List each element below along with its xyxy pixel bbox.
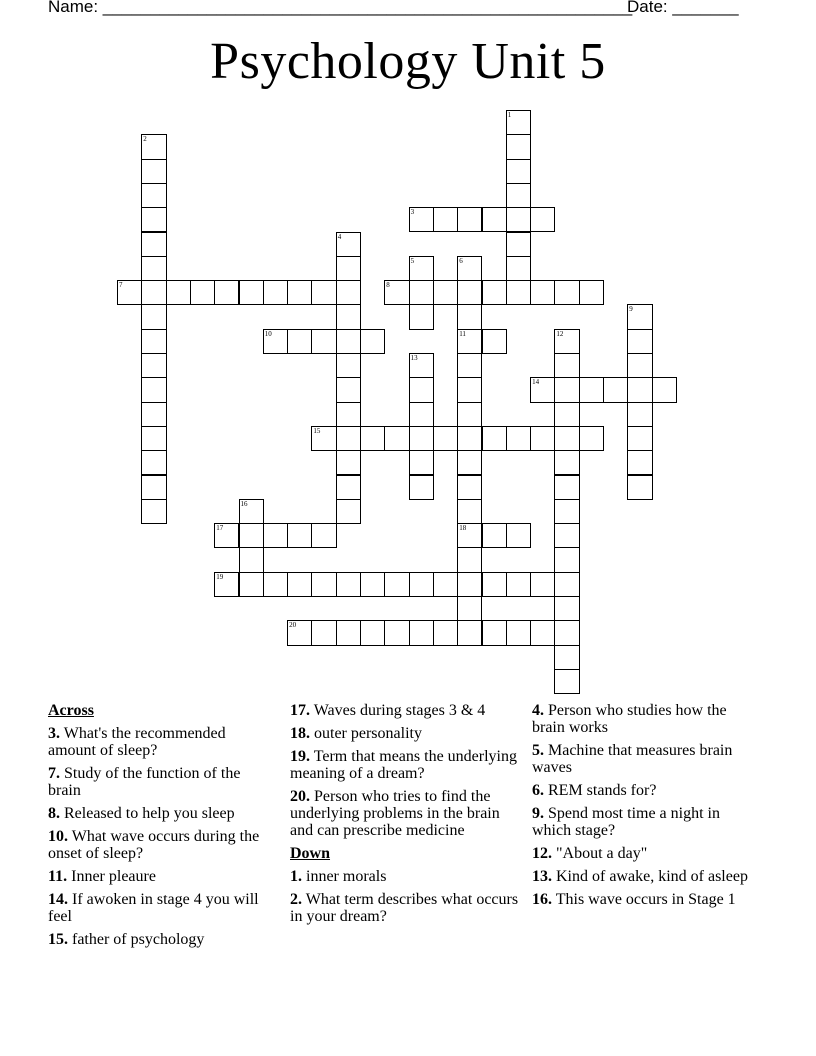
grid-cell[interactable]: [457, 596, 482, 621]
grid-cell[interactable]: [141, 499, 166, 524]
grid-cell[interactable]: [506, 426, 531, 451]
grid-cell[interactable]: [554, 353, 579, 378]
grid-cell[interactable]: [141, 304, 166, 329]
clue-number: 2: [143, 135, 147, 144]
grid-cell[interactable]: [409, 353, 434, 378]
grid-cell[interactable]: [652, 377, 677, 402]
clue-down-16: 16. This wave occurs in Stage 1: [532, 891, 736, 908]
clue-across-8: 8. Released to help you sleep: [48, 805, 235, 822]
grid-cell[interactable]: [482, 523, 507, 548]
grid-cell[interactable]: [554, 669, 579, 694]
grid-cell[interactable]: [141, 256, 166, 281]
grid-cell[interactable]: [141, 207, 166, 232]
grid-cell[interactable]: [530, 572, 555, 597]
clue-number: 19: [216, 572, 224, 581]
grid-cell[interactable]: [336, 304, 361, 329]
clue-number: 10: [264, 329, 272, 338]
clue-across-15: 15. father of psychology: [48, 931, 205, 948]
clue-number: 15: [313, 426, 321, 435]
grid-cell[interactable]: [457, 304, 482, 329]
grid-cell[interactable]: [457, 377, 482, 402]
grid-cell[interactable]: [627, 329, 652, 354]
clues-column-2: [290, 702, 525, 931]
clue-across-19: 19. Term that means the underlying meaning of a dream?: [290, 748, 517, 782]
grid-cell[interactable]: [457, 499, 482, 524]
grid-cell[interactable]: [482, 329, 507, 354]
grid-cell[interactable]: [141, 402, 166, 427]
grid-cell[interactable]: [554, 280, 579, 305]
grid-cell[interactable]: [530, 620, 555, 645]
grid-cell[interactable]: [603, 377, 628, 402]
grid-cell[interactable]: [627, 450, 652, 475]
grid-cell[interactable]: [530, 280, 555, 305]
grid-cell[interactable]: [141, 353, 166, 378]
grid-cell[interactable]: [506, 572, 531, 597]
grid-cell[interactable]: [409, 572, 434, 597]
grid-cell[interactable]: [214, 572, 239, 597]
grid-cell[interactable]: [360, 620, 385, 645]
grid-cell[interactable]: [239, 547, 264, 572]
clue-number: 11: [459, 329, 466, 338]
grid-cell[interactable]: [141, 280, 166, 305]
grid-cell[interactable]: [384, 280, 409, 305]
clue-down-1: 1. inner morals: [290, 868, 387, 885]
grid-cell[interactable]: [554, 377, 579, 402]
grid-cell[interactable]: [141, 159, 166, 184]
clue-number: 16: [240, 499, 248, 508]
grid-cell[interactable]: [141, 426, 166, 451]
grid-cell[interactable]: [506, 159, 531, 184]
grid-cell[interactable]: [409, 377, 434, 402]
grid-cell[interactable]: [287, 329, 312, 354]
grid-cell[interactable]: [263, 572, 288, 597]
grid-cell[interactable]: [457, 426, 482, 451]
grid-cell[interactable]: [117, 280, 142, 305]
grid-cell[interactable]: [506, 280, 531, 305]
name-field[interactable]: Name: ________________________________________________________: [48, 0, 633, 16]
grid-cell[interactable]: [457, 475, 482, 500]
grid-cell[interactable]: [141, 134, 166, 159]
grid-cell[interactable]: [409, 620, 434, 645]
grid-cell[interactable]: [336, 256, 361, 281]
grid-cell[interactable]: [311, 426, 336, 451]
grid-cell[interactable]: [409, 426, 434, 451]
grid-cell[interactable]: [311, 280, 336, 305]
grid-cell[interactable]: [311, 329, 336, 354]
grid-cell[interactable]: [579, 280, 604, 305]
grid-cell[interactable]: [579, 426, 604, 451]
grid-cell[interactable]: [530, 377, 555, 402]
grid-cell[interactable]: [336, 499, 361, 524]
clue-across-18: 18. outer personality: [290, 725, 422, 742]
grid-cell[interactable]: [433, 572, 458, 597]
clue-number: 1: [507, 111, 512, 119]
grid-cell[interactable]: [384, 426, 409, 451]
clues-column-1: [48, 702, 273, 954]
clue-down-13: 13. Kind of awake, kind of asleep: [532, 868, 748, 885]
grid-cell[interactable]: [554, 426, 579, 451]
grid-cell[interactable]: [554, 523, 579, 548]
grid-cell[interactable]: [336, 329, 361, 354]
clue-down-6: 6. REM stands for?: [532, 782, 657, 799]
grid-cell[interactable]: [141, 232, 166, 257]
clue-down-5: 5. Machine that measures brain waves: [532, 742, 733, 776]
grid-cell[interactable]: [433, 207, 458, 232]
grid-cell[interactable]: [239, 523, 264, 548]
grid-cell[interactable]: [336, 353, 361, 378]
grid-cell[interactable]: [530, 426, 555, 451]
clue-number: 13: [410, 354, 418, 362]
grid-cell[interactable]: [287, 572, 312, 597]
clue-across-17: 17. Waves during stages 3 & 4: [290, 702, 486, 719]
clues-column-3: [532, 702, 762, 914]
grid-cell[interactable]: [554, 620, 579, 645]
grid-cell[interactable]: [579, 377, 604, 402]
page-title: Psychology Unit 5: [210, 33, 606, 90]
grid-cell[interactable]: [409, 475, 434, 500]
grid-cell[interactable]: [530, 207, 555, 232]
grid-cell[interactable]: [360, 572, 385, 597]
grid-cell[interactable]: [554, 596, 579, 621]
grid-cell[interactable]: [336, 620, 361, 645]
grid-cell[interactable]: [506, 620, 531, 645]
grid-cell[interactable]: [336, 450, 361, 475]
grid-cell[interactable]: [336, 572, 361, 597]
grid-cell[interactable]: [554, 572, 579, 597]
grid-cell[interactable]: [554, 450, 579, 475]
grid-cell[interactable]: [482, 572, 507, 597]
grid-cell[interactable]: [457, 547, 482, 572]
across-heading: Across: [48, 702, 94, 719]
grid-cell[interactable]: [311, 620, 336, 645]
grid-cell[interactable]: [409, 450, 434, 475]
grid-cell[interactable]: [482, 207, 507, 232]
grid-cell[interactable]: [457, 329, 482, 354]
grid-cell[interactable]: [482, 620, 507, 645]
grid-cell[interactable]: [457, 450, 482, 475]
grid-cell[interactable]: [336, 402, 361, 427]
grid-cell[interactable]: [263, 280, 288, 305]
grid-cell[interactable]: [141, 183, 166, 208]
grid-cell[interactable]: [554, 499, 579, 524]
grid-cell[interactable]: [263, 523, 288, 548]
grid-cell[interactable]: [287, 280, 312, 305]
grid-cell[interactable]: [482, 280, 507, 305]
grid-cell[interactable]: [627, 377, 652, 402]
grid-cell[interactable]: [311, 523, 336, 548]
clue-number: 9: [629, 305, 633, 314]
clue-down-4: 4. Person who studies how the brain works: [532, 702, 727, 736]
grid-cell[interactable]: [554, 645, 579, 670]
grid-cell[interactable]: [554, 329, 579, 354]
clue-number: 17: [216, 524, 224, 533]
clue-number: 12: [556, 329, 564, 338]
grid-cell[interactable]: [409, 207, 434, 232]
clue-number: 14: [532, 378, 540, 387]
grid-cell[interactable]: [336, 377, 361, 402]
grid-cell[interactable]: [409, 280, 434, 305]
grid-cell[interactable]: [409, 304, 434, 329]
clue-number: 8: [386, 281, 390, 290]
clue-down-9: 9. Spend most time a night in which stage?: [532, 805, 720, 839]
grid-cell[interactable]: [384, 620, 409, 645]
grid-cell[interactable]: [214, 280, 239, 305]
grid-cell[interactable]: [409, 256, 434, 281]
grid-cell[interactable]: [457, 256, 482, 281]
grid-cell[interactable]: [166, 280, 191, 305]
grid-cell[interactable]: [336, 232, 361, 257]
grid-cell[interactable]: [433, 280, 458, 305]
clue-down-2: 2. What term describes what occurs in your dream?: [290, 891, 519, 925]
grid-cell[interactable]: [506, 134, 531, 159]
grid-cell[interactable]: [457, 523, 482, 548]
grid-cell[interactable]: [457, 280, 482, 305]
grid-cell[interactable]: [506, 183, 531, 208]
grid-cell[interactable]: [627, 353, 652, 378]
grid-cell[interactable]: [263, 329, 288, 354]
grid-cell[interactable]: [311, 572, 336, 597]
clue-across-20: 20. Person who tries to find the underlying problems in the brain and can prescribe medicine: [290, 788, 500, 839]
grid-cell[interactable]: [141, 329, 166, 354]
grid-cell[interactable]: [457, 572, 482, 597]
clue-number: 18: [459, 524, 467, 533]
grid-cell[interactable]: [506, 207, 531, 232]
grid-cell[interactable]: [409, 402, 434, 427]
grid-cell[interactable]: [214, 523, 239, 548]
grid-cell[interactable]: [506, 256, 531, 281]
grid-cell[interactable]: [336, 280, 361, 305]
grid-cell[interactable]: [457, 353, 482, 378]
grid-cell[interactable]: [457, 207, 482, 232]
clue-number: 4: [337, 232, 342, 241]
grid-cell[interactable]: [554, 475, 579, 500]
clue-across-14: 14. If awoken in stage 4 you will feel: [48, 891, 259, 925]
grid-cell[interactable]: [433, 426, 458, 451]
clue-across-7: 7. Study of the function of the brain: [48, 765, 241, 799]
clue-across-3: 3. What's the recommended amount of sleep?: [48, 725, 226, 759]
grid-cell[interactable]: [482, 426, 507, 451]
grid-cell[interactable]: [239, 572, 264, 597]
clue-down-12: 12. "About a day": [532, 845, 648, 862]
grid-cell[interactable]: [360, 426, 385, 451]
grid-cell[interactable]: [457, 620, 482, 645]
grid-cell[interactable]: [141, 450, 166, 475]
clue-number: 5: [410, 256, 415, 265]
grid-cell[interactable]: [627, 402, 652, 427]
grid-cell[interactable]: [239, 280, 264, 305]
grid-cell[interactable]: [506, 523, 531, 548]
grid-cell[interactable]: [360, 329, 385, 354]
grid-cell[interactable]: [627, 475, 652, 500]
grid-cell[interactable]: [336, 426, 361, 451]
clue-across-11: 11. Inner pleaure: [48, 868, 156, 885]
grid-cell[interactable]: [336, 475, 361, 500]
date-field[interactable]: Date: _______: [627, 0, 739, 16]
grid-cell[interactable]: [506, 110, 531, 135]
grid-cell[interactable]: [384, 572, 409, 597]
grid-cell[interactable]: [506, 232, 531, 257]
grid-cell[interactable]: [627, 304, 652, 329]
clue-number: 20: [289, 621, 297, 630]
grid-cell[interactable]: [141, 475, 166, 500]
grid-cell[interactable]: [287, 620, 312, 645]
clue-number: 3: [410, 208, 415, 217]
clue-number: 7: [119, 281, 123, 290]
grid-cell[interactable]: [627, 426, 652, 451]
clue-number: 6: [459, 256, 463, 265]
grid-cell[interactable]: [457, 402, 482, 427]
down-heading: Down: [290, 845, 331, 862]
grid-cell[interactable]: [141, 377, 166, 402]
clue-across-10: 10. What wave occurs during the onset of sleep?: [48, 828, 260, 862]
grid-cell[interactable]: [190, 280, 215, 305]
grid-cell[interactable]: [239, 499, 264, 524]
grid-cell[interactable]: [554, 547, 579, 572]
grid-cell[interactable]: [554, 402, 579, 427]
grid-cell[interactable]: [433, 620, 458, 645]
grid-cell[interactable]: [287, 523, 312, 548]
